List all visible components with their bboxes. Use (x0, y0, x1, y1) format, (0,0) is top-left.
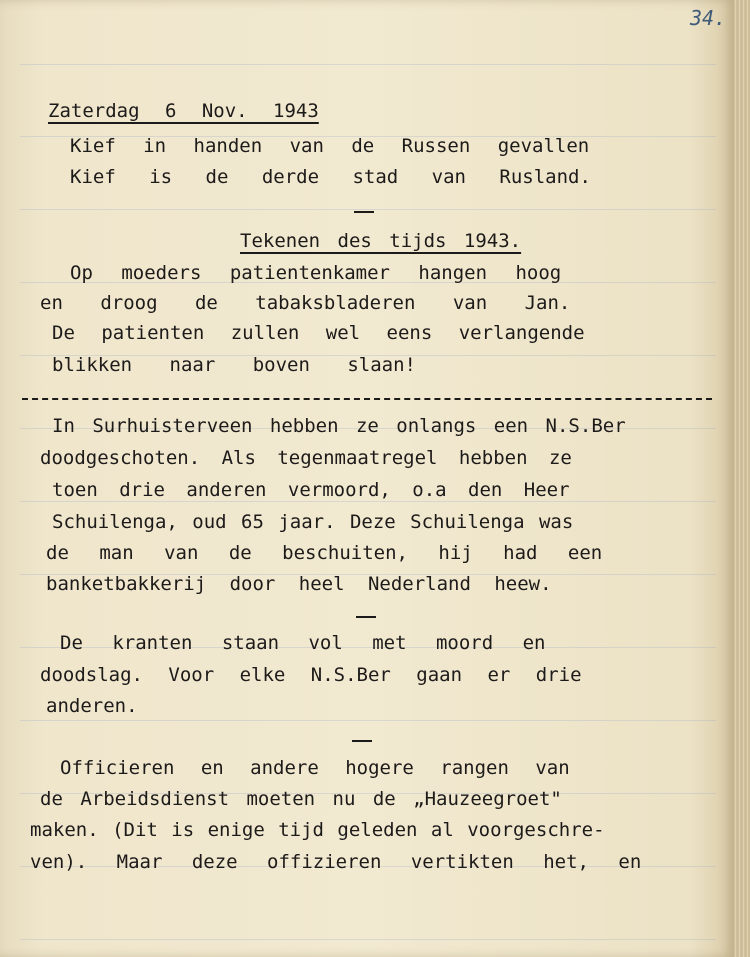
ruled-line (20, 939, 716, 940)
entry3-line-2: doodgeschoten. Als tegenmaatregel hebben ze (40, 447, 572, 469)
entry5-line-2: de Arbeidsdienst moeten nu de „Hauzeegroet" (40, 788, 562, 810)
section-dash (356, 616, 376, 618)
entry5-line-3: maken. (Dit is enige tijd geleden al voorgeschre- (30, 819, 605, 841)
entry3-line-4: Schuilenga, oud 65 jaar. Deze Schuilenga was (52, 511, 574, 533)
entry1-line-2: Kief is de derde stad van Rusland. (70, 166, 591, 188)
entry4-line-1: De kranten staan vol met moord en (60, 632, 546, 654)
ruled-line (20, 501, 716, 502)
entry5-line-4: ven). Maar deze offizieren vertikten het, en (30, 851, 642, 873)
entry2-line-4: blikken naar boven slaan! (52, 354, 416, 376)
page-number: 34. (690, 6, 727, 30)
entry2-line-3: De patienten zullen wel eens verlangende (52, 322, 585, 344)
section-dash (354, 211, 374, 213)
page-edge-texture (734, 0, 750, 957)
entry3-line-1: In Surhuisterveen hebben ze onlangs een N.S.Ber (52, 415, 626, 437)
date-heading: Zaterdag 6 Nov. 1943 (48, 100, 319, 122)
dashed-separator (22, 398, 712, 400)
section-heading: Tekenen des tijds 1943. (240, 230, 522, 252)
entry1-line-1: Kief in handen van de Russen gevallen (70, 135, 590, 157)
entry2-line-1: Op moeders patientenkamer hangen hoog (70, 262, 562, 284)
entry2-line-2: en droog de tabaksbladeren van Jan. (40, 292, 571, 314)
section-dash (352, 740, 372, 742)
entry3-line-3: toen drie anderen vermoord, o.a den Heer (52, 479, 570, 501)
entry4-line-3: anderen. (46, 695, 138, 717)
entry5-line-1: Officieren en andere hogere rangen van (60, 757, 570, 779)
entry4-line-2: doodslag. Voor elke N.S.Ber gaan er drie (40, 664, 582, 686)
ruled-line (20, 209, 716, 210)
ruled-line (20, 64, 716, 65)
entry3-line-5: de man van de beschuiten, hij had een (46, 542, 603, 564)
ruled-line (20, 720, 716, 721)
entry3-line-6: banketbakkerij door heel Nederland heew. (46, 573, 552, 595)
